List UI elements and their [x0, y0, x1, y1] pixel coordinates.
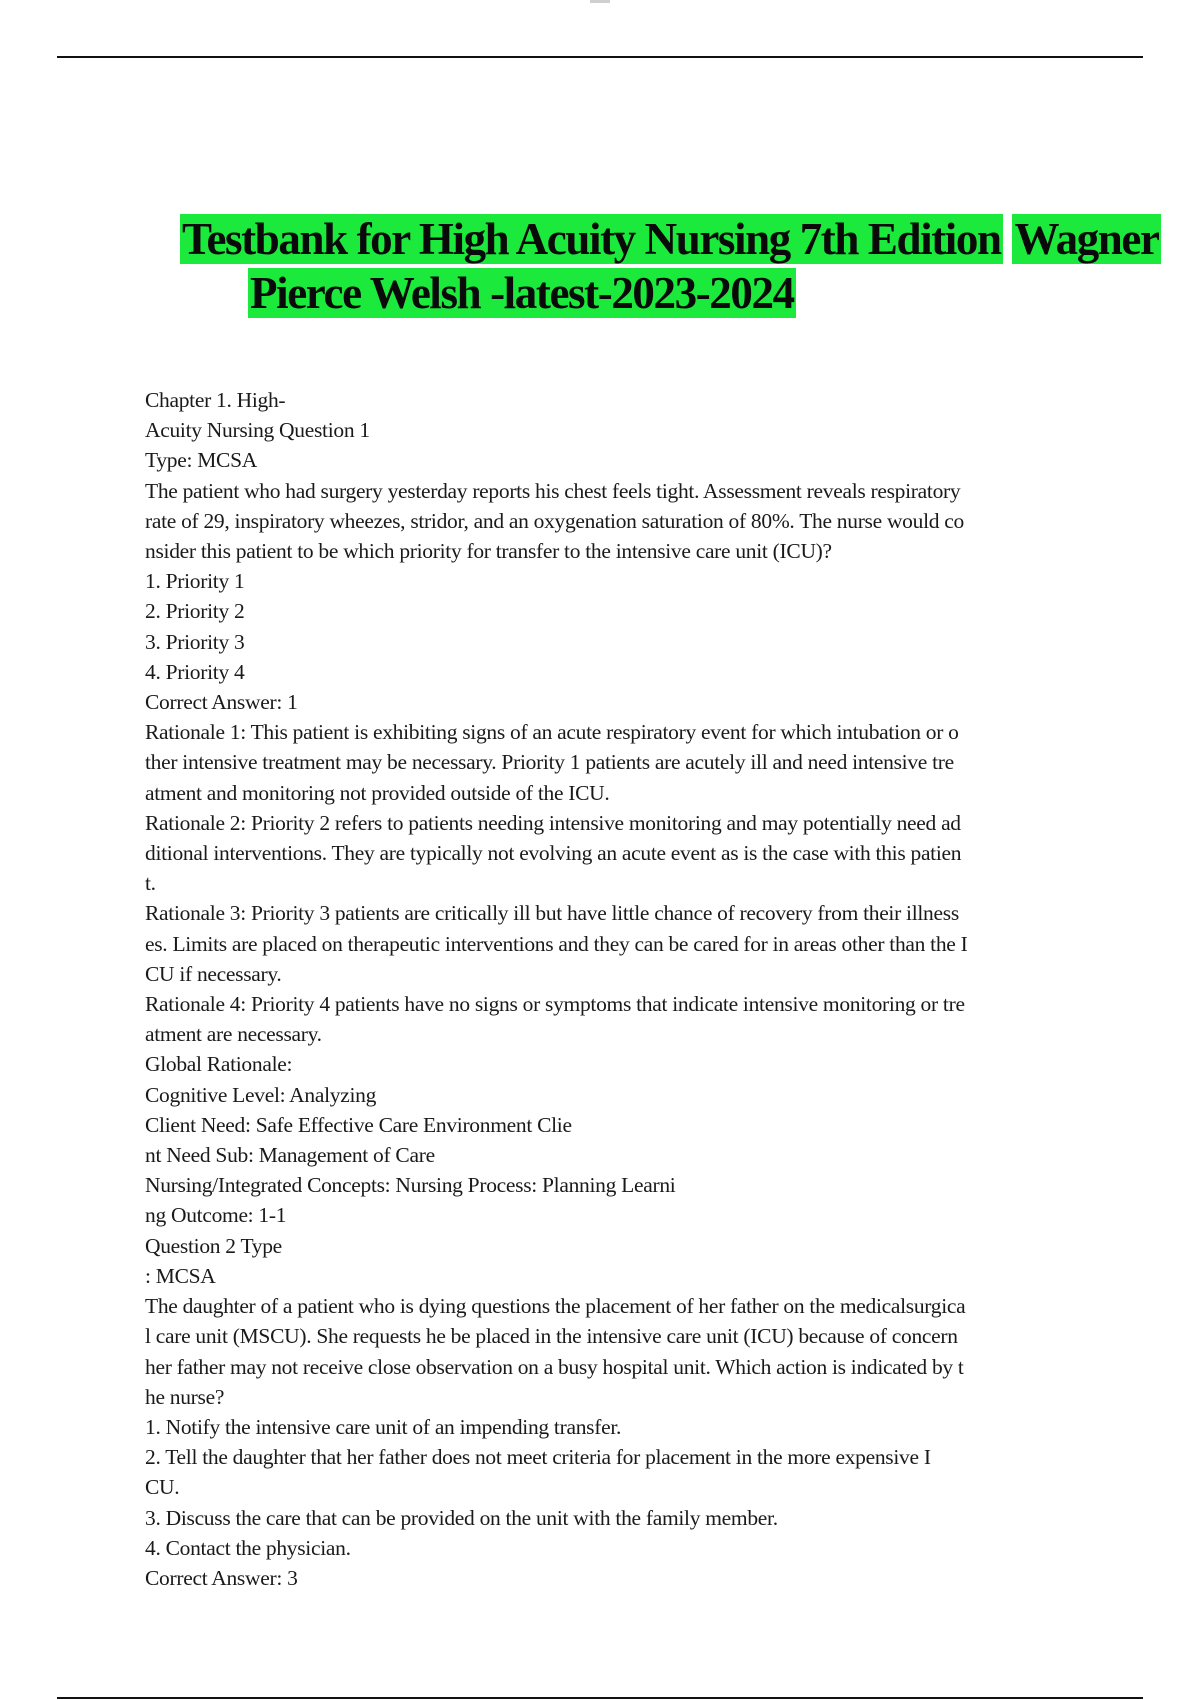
text-line: Rationale 3: Priority 3 patients are critically ill but have little chance of recovery from their illness [145, 901, 959, 926]
title-highlight-3: Pierce Welsh -latest-2023-2024 [250, 268, 794, 318]
text-line: Cognitive Level: Analyzing [145, 1082, 377, 1107]
title-highlight-1: Testbank for High Acuity Nursing 7th Edition [182, 214, 1001, 264]
text-line: Question 2 Type [145, 1233, 282, 1258]
text-line: 4. Priority 4 [145, 659, 245, 684]
text-line: CU. [145, 1475, 180, 1500]
text-line: 2. Priority 2 [145, 599, 245, 624]
text-line: Type: MCSA [145, 448, 257, 473]
text-line: rate of 29, inspiratory wheezes, stridor, and an oxygenation saturation of 80%. The nurse would co [145, 508, 964, 533]
text-line: her father may not receive close observation on a busy hospital unit. Which action is indicated by t [145, 1354, 964, 1379]
text-line: Global Rationale: [145, 1052, 293, 1077]
text-line: Chapter 1. High- [145, 388, 286, 412]
text-line: he nurse? [145, 1384, 225, 1409]
text-line: Rationale 2: Priority 2 refers to patients needing intensive monitoring and may potentially need ad [145, 810, 961, 835]
text-line: ng Outcome: 1-1 [145, 1203, 287, 1228]
text-line: atment are necessary. [145, 1022, 322, 1047]
text-line: The daughter of a patient who is dying questions the placement of her father on the medicalsurgica [145, 1294, 966, 1319]
text-line: atment and monitoring not provided outside of the ICU. [145, 780, 610, 805]
title-highlight-2: Wagner [1014, 214, 1159, 264]
text-line: 1. Priority 1 [145, 569, 245, 594]
text-line: Nursing/Integrated Concepts: Nursing Process: Planning Learni [145, 1173, 676, 1198]
text-line: Rationale 1: This patient is exhibiting signs of an acute respiratory event for which intubation or o [145, 720, 959, 745]
text-line: l care unit (MSCU). She requests he be placed in the intensive care unit (ICU) because of concern [145, 1324, 958, 1349]
text-line: nsider this patient to be which priority for transfer to the intensive care unit (ICU)? [145, 539, 832, 564]
text-line: ditional interventions. They are typically not evolving an acute event as is the case with this patien [145, 841, 962, 866]
text-line: 3. Priority 3 [145, 629, 245, 654]
text-line: : MCSA [145, 1263, 216, 1288]
text-line: t. [145, 871, 156, 896]
text-line: CU if necessary. [145, 961, 282, 986]
text-line: Correct Answer: 1 [145, 690, 298, 715]
text-line: nt Need Sub: Management of Care [145, 1143, 435, 1168]
footer-rule [57, 1697, 1143, 1699]
document-body [145, 385, 1090, 1593]
text-line: Client Need: Safe Effective Care Environment Clie [145, 1112, 572, 1137]
text-line: 2. Tell the daughter that her father does not meet criteria for placement in the more expensive I [145, 1445, 931, 1470]
text-line: Rationale 4: Priority 4 patients have no signs or symptoms that indicate intensive monitoring or tre [145, 992, 965, 1017]
text-line: 4. Contact the physician. [145, 1535, 351, 1560]
document-title-line-1 [180, 213, 1161, 265]
page-top-mark [590, 0, 610, 3]
text-line: 1. Notify the intensive care unit of an impending transfer. [145, 1414, 622, 1439]
text-line: The patient who had surgery yesterday reports his chest feels tight. Assessment reveals respiratory [145, 478, 961, 503]
text-line: ther intensive treatment may be necessary. Priority 1 patients are acutely ill and need intensive tre [145, 750, 954, 775]
document-title-line-2 [248, 267, 796, 319]
text-line: Acuity Nursing Question 1 [145, 418, 370, 443]
text-line: Correct Answer: 3 [145, 1565, 298, 1590]
header-rule [57, 56, 1143, 58]
text-line: 3. Discuss the care that can be provided on the unit with the family member. [145, 1505, 778, 1530]
text-line: es. Limits are placed on therapeutic interventions and they can be cared for in areas other than the I [145, 931, 968, 956]
